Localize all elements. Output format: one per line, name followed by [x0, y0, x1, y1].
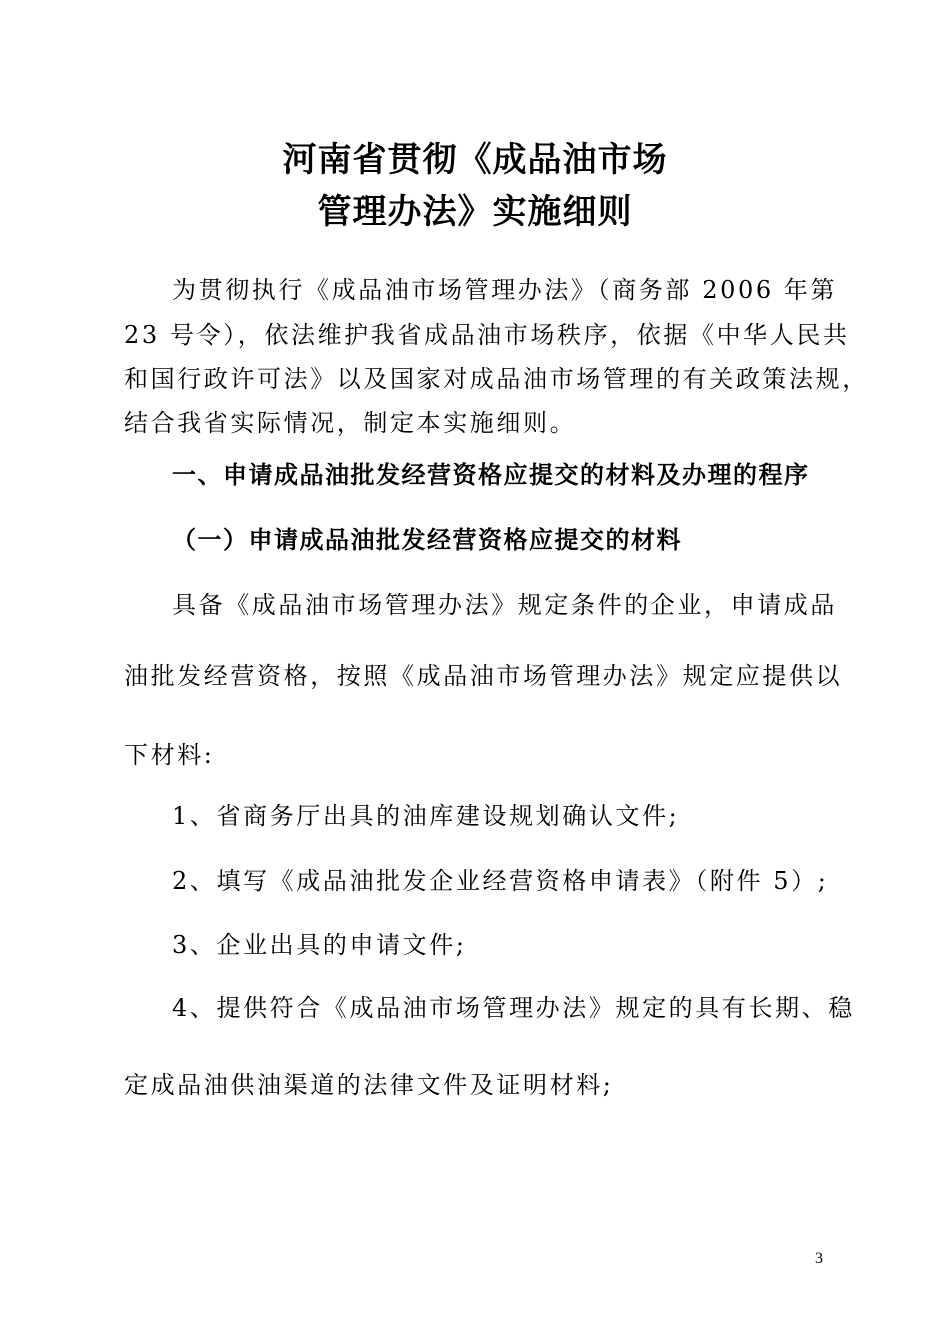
section-heading: 一、申请成品油批发经营资格应提交的材料及办理的程序	[172, 461, 810, 489]
intro-line-3: 和国行政许可法》以及国家对成品油市场管理的有关政策法规，	[124, 365, 869, 393]
intro-line-2: 23 号令），依法维护我省成品油市场秩序，依据《中华人民共	[124, 321, 850, 349]
list-item-1: 1、省商务厅出具的油库建设规划确认文件;	[172, 802, 680, 830]
list-item-2: 2、填写《成品油批发企业经营资格申请表》（附件 5）;	[172, 867, 829, 895]
body-line-1: 具备《成品油市场管理办法》规定条件的企业，申请成品	[172, 591, 837, 619]
page-number: 3	[815, 1250, 823, 1267]
list-item-4: 4、提供符合《成品油市场管理办法》规定的具有长期、稳	[172, 994, 855, 1022]
subsection-heading: （一）申请成品油批发经营资格应提交的材料	[172, 526, 682, 554]
list-item-4-continued: 定成品油供油渠道的法律文件及证明材料;	[124, 1071, 614, 1099]
body-line-2: 油批发经营资格，按照《成品油市场管理办法》规定应提供以	[124, 662, 843, 690]
intro-line-1: 为贯彻执行《成品油市场管理办法》（商务部 2006 年第	[172, 276, 838, 304]
document-title-line-1: 河南省贯彻《成品油市场	[282, 140, 668, 180]
document-title-line-2: 管理办法》实施细则	[317, 192, 633, 232]
body-line-3: 下材料:	[124, 741, 215, 769]
intro-line-4: 结合我省实际情况，制定本实施细则。	[124, 409, 577, 437]
list-item-3: 3、企业出具的申请文件;	[172, 931, 467, 959]
